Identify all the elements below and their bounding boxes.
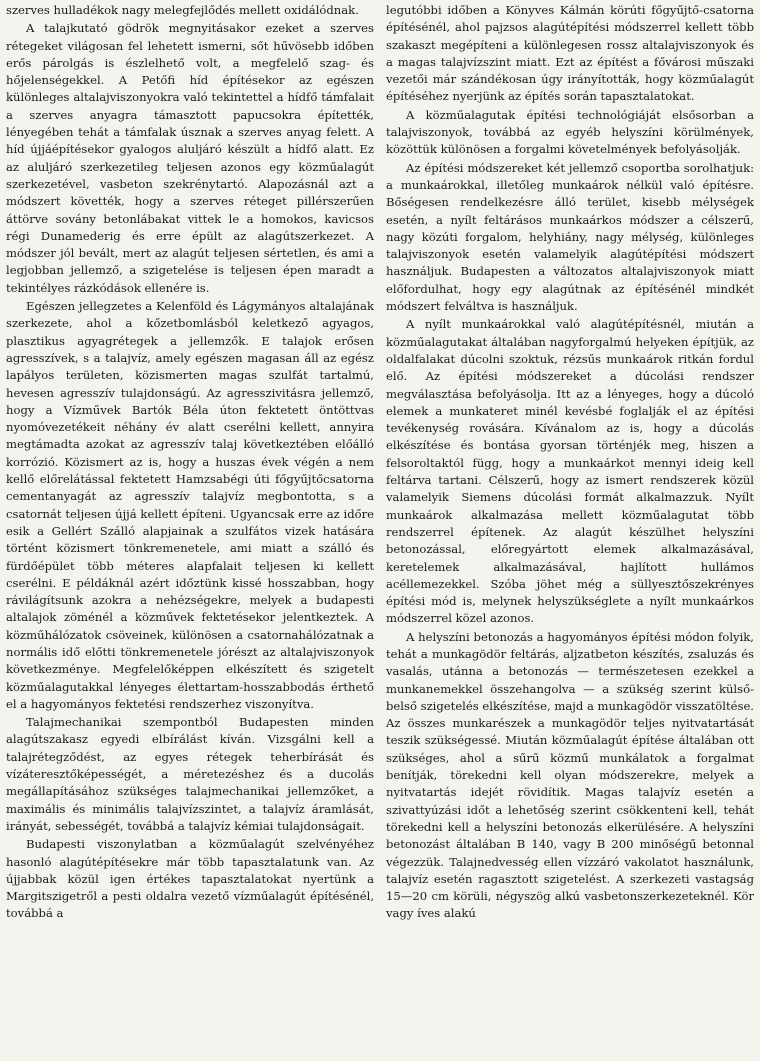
paragraph: Talajmechanikai szempontból Budapesten minden alagútszakasz egyedi elbírálást kíván. Vizsgálni kell a talajrétegződést, az egyes rétegek teherbírását és vízáteresztőképességét, a méretezéshez és a ducolás megállapításához szükséges talajmechanikai jellemzőket, a maximális és minimális talajvízszintet, a talajvíz áramlását, irányát, sebességét, továbbá a talajvíz kémiai tulajdonságait. bbox=[6, 715, 374, 833]
left-column bbox=[6, 2, 374, 1061]
paragraph: A közműalagutak építési technológiáját elsősorban a talajviszonyok, továbbá az egyéb helyszíni körülmények, közöttük különösen a forgalmi követelmények befolyásolják. bbox=[386, 107, 754, 157]
right-column bbox=[386, 2, 754, 1061]
paragraph: Budapesti viszonylatban a közműalagút szelvényéhez hasonló alagútépítésekre már több tapasztalatunk van. Az újjabbak közül igen értékes tapasztalatokat nyertünk a Margitszigetről a pesti oldalra vezető vízműalagút építésénél, továbbá a bbox=[6, 837, 374, 921]
paragraph: szerves hulladékok nagy melegfejlődés mellett oxidálódnak. bbox=[6, 3, 359, 17]
paragraph: A nyílt munkaárokkal való alagútépítésnél, miután a közműalagutakat általában nagyforgalmú helyeken építjük, az oldalfalakat dúcolni szoktuk, rézsűs munkaárok ritkán fordul elő. Az építési módszereket a dúcolási rendszer megválasztása befolyásolja. Itt az a lényeges, hogy a dúcoló elemek a munkateret minél kevésbé foglalják el az építési tevékenység rovására. Kívánalom az is, hogy a dúcolás elkészítése és bontása gyorsan történjék meg, hiszen a felsoroltaktól függ, hogy a munkaárkot mennyi ideig kell feltárva tartani. Célszerű, hogy az ismert rendszerek közül valamelyik Siemens dúcolási formát alkalmazzuk. Nyílt munkaárok alkalmazása mellett közműalagutat több rendszerrel építenek. Az alagút készülhet helyszíni betonozással, előregyártott elemek alkalmazásával, keretelemek alkalmazásával, hajlított hullámos acéllemezekkel. Szóba jöhet még a süllyesztőszekrényes építési mód is, melynek helyszükséglete a nyílt munkaárkos módszerrel közel azonos. bbox=[386, 317, 754, 626]
paragraph: Egészen jellegzetes a Kelenföld és Lágymányos altalajának szerkezete, ahol a kőzetbomlásból keletkező agyagos, plasztikus agyagrétegek a jellemzők. E talajok erősen agresszívek, s a talajvíz, amely egészen magasan áll az egész lapályos területen, közismerten magas szulfát tartalmú, hevesen agresszív tulajdonságú. Az agresszivitásra jellemző, hogy a Vízművek Bartók Béla úton fektetett öntöttvas nyomóvezetékeit néhány év alatt cserélni kellett, annyira megtámadta azokat az agresszív talaj következtében előálló korrózió. Közismert az is, hogy a huszas évek végén a nem kellő előrelátással fektetett Hamzsabégi úti főgyűjtőcsatorna cementanyagát az agresszív talajvíz megbontotta, s a csatornát teljesen újjá kellett építeni. Ugyancsak erre az időre esik a Gellért Szálló alapjainak a szulfátos vizek hatására történt közismert tönkremenetele, ami miatt a szálló és fürdőépület több méteres alapfalait teljesen ki kellett cserélni. E példáknál azért időztünk kissé hosszabban, hogy rávilágítsunk azokra a nehézségekre, melyek a budapesti altalajok zöménél a közművek fektetésekor jelentkeztek. A közműhálózatok csöveinek, különösen a csatornahálózatnak a normális idő előtti tönkremenetele jórészt az altalajviszonyok következménye. Megfelelőképpen elkészített és szigetelt közműalagutakkal lényeges élettartam-hosszabbodás érthető el a hagyományos fektetési rendszerhez viszonyítva. bbox=[6, 299, 374, 711]
paragraph: A helyszíni betonozás a hagyományos építési módon folyik, tehát a munkagödör feltárás, aljzatbeton készítés, zsaluzás és vasalás, utánna a betonozás — természetesen ezekkel a munkanemekkel összehangolva — a szükség szerint külső-belső szigetelés elkészítése, majd a munkagödör visszatöltése. Az összes munkarészek a munkagödör teljes nyitvatartását teszik szükségessé. Miután közműalagút építése általában ott szükséges, ahol a sűrű közmű munkálatok a forgalmat benítják, törekedni kell olyan módszerekre, melyek a nyitvatartás idejét rövidítik. Magas talajvíz esetén a szivattyúzási időt a lehetőség szerint csökkenteni kell, tehát törekedni kell a helyszíni betonozás elkerülésére. A helyszíni betonozást általában B 140, vagy B 200 minőségű betonnal végezzük. Talajnedvesség ellen vízzáró vakolatot használunk, talajvíz esetén ragasztott szigetelést. A szerkezeti vastagság 15—20 cm körüli, négyszög alkú vasbetonszerkezeteknél. Kör vagy íves alakú bbox=[386, 629, 754, 921]
paragraph: A talajkutató gödrök megnyitásakor ezeket a szerves rétegeket világosan fel lehetett ismerni, sőt hűvösebb időben erős párolgás is észlelhető volt, a megfelelő szag- és hőjelenségekkel. A Petőfi híd építésekor az egészen különleges altalajviszonyokra való tekintettel a hídfő támfalait a szerves anyagra támasztott papucsokra építették, lényegében tehát a támfalak úsznak a szerves anyag felett. A híd újjáépítésekor gyalogos aluljáró készült a hídfő alatt. Ez az aluljáró szerkezetileg teljesen azonos egy közműalagút szerkezetével, vasbeton szekrénytartó. Alapozásnál azt a módszert követték, hogy a szerves réteget pillérszerűen áttörve sovány betonlábakat vittek le a homokos, kavicsos régi Dunamederig és erre épült az alagútszerkezet. A módszer jól bevált, mert az alagút teljesen sértetlen, és ami a legjobban jellemző, a szigetelése is teljesen épen maradt a tekintélyes rázkódások ellenére is. bbox=[6, 21, 374, 295]
paragraph: Az építési módszereket két jellemző csoportba sorolhatjuk: a munkaárokkal, illetőleg munkaárok nélkül való építésre. Bőségesen rendelkezésre álló terület, kisebb mélységek esetén, a nyílt feltárásos munkaárkos módszer a célszerű, nagy közúti forgalom, helyhiány, nagy mélység, különleges talajviszonyok esetén valamelyik alagútépítési módszert használjuk. Budapesten a változatos altalajviszonyok miatt előfordulhat, hogy egy alagútnak az építésénél mindkét módszert felváltva is használjuk. bbox=[386, 160, 754, 314]
paragraph: legutóbbi időben a Könyves Kálmán körúti főgyűjtő-csatorna építésénél, ahol pajzsos alagútépítési módszerrel kellett több szakaszt megépíteni a különlegesen rossz altalajviszonyok és a magas talajvízszint miatt. Ezt az építést a fővárosi műszaki vezetői már szándékosan úgy irányították, hogy közműalagút építéséhez nyerjünk az építés során tapasztalatokat. bbox=[386, 3, 754, 104]
